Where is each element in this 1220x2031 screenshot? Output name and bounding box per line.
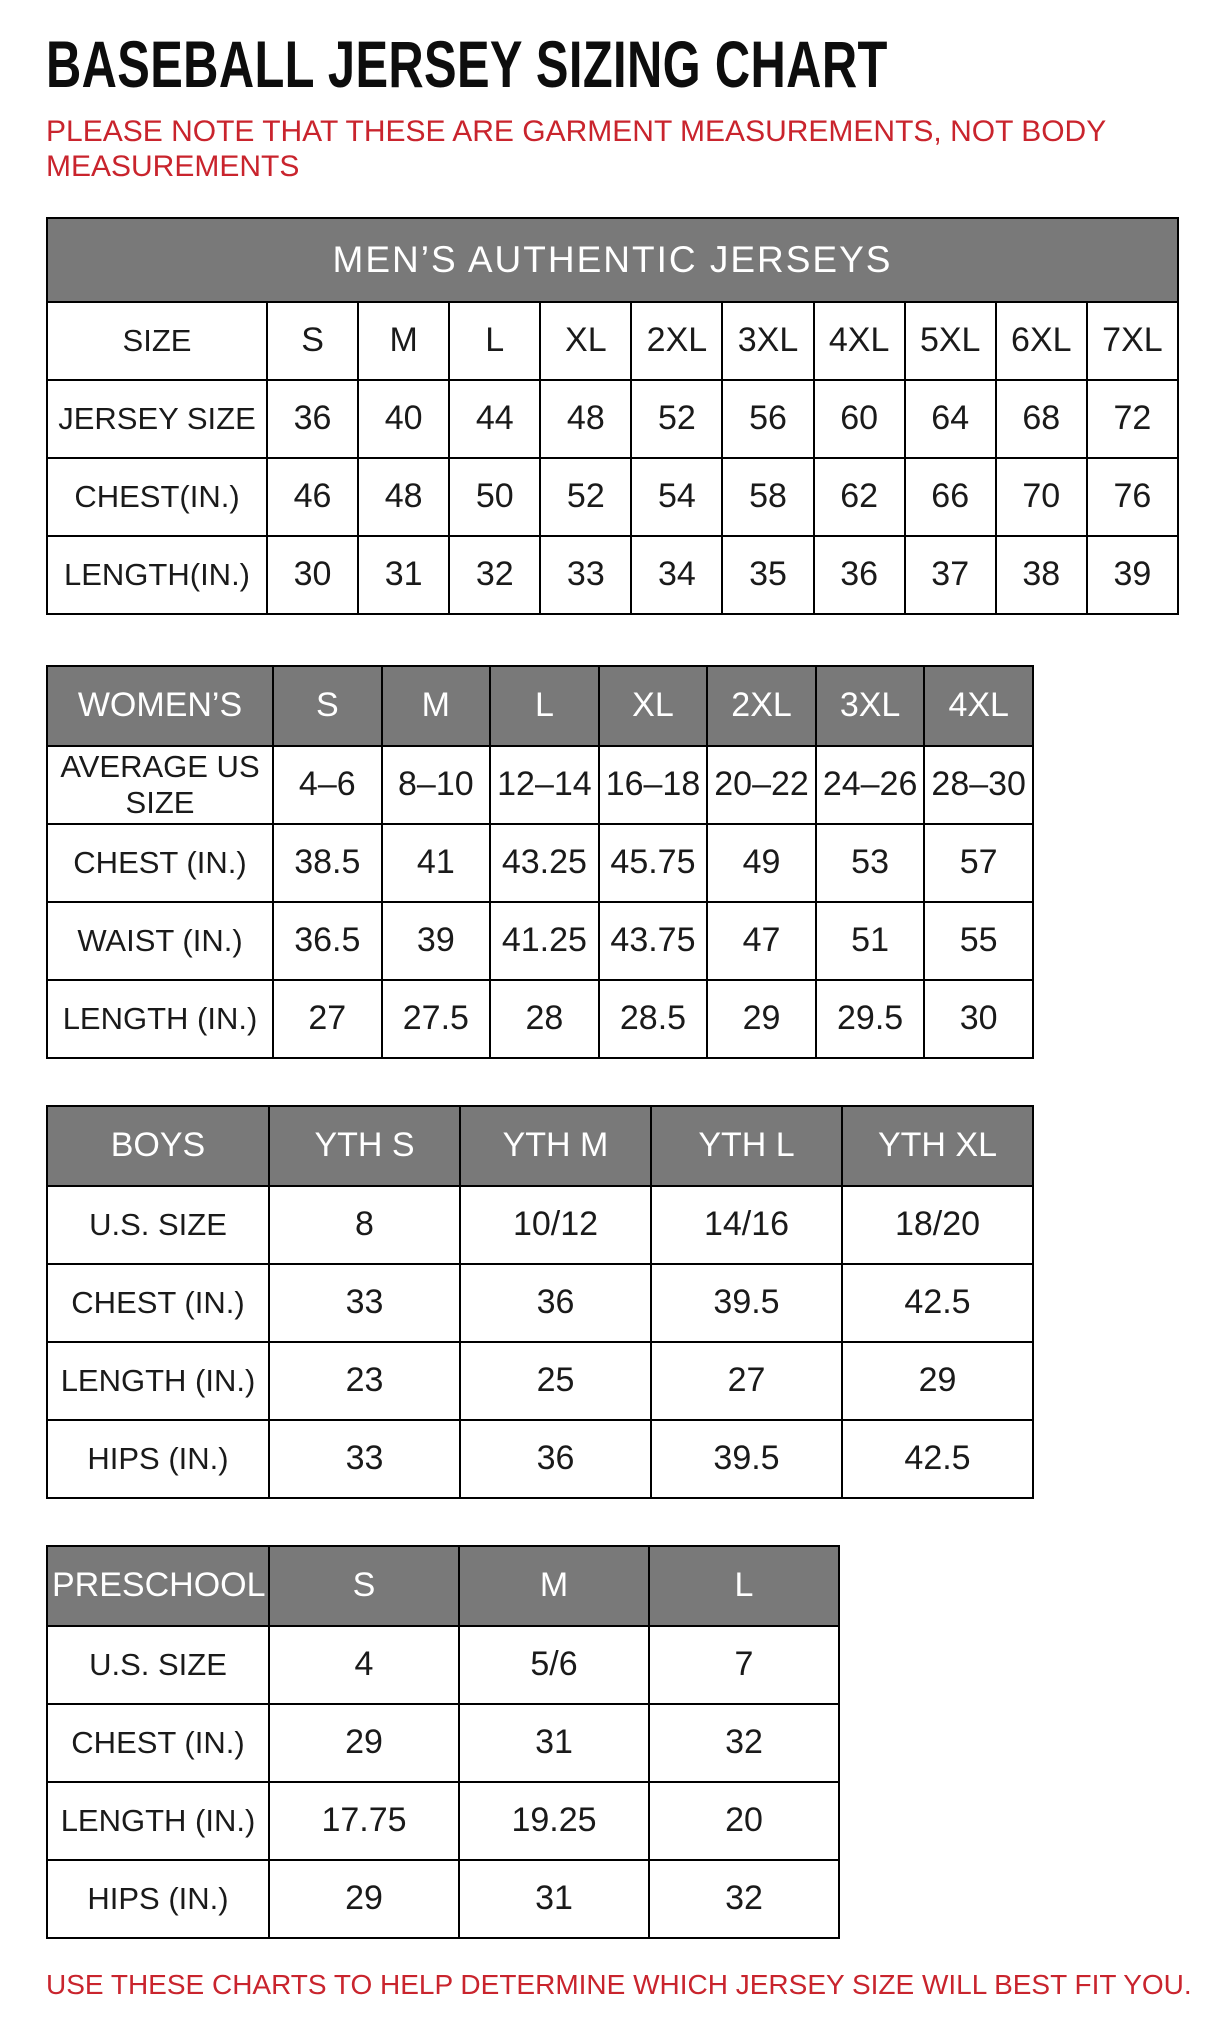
value-cell: 38.5 — [273, 824, 382, 902]
value-cell: 31 — [459, 1704, 649, 1782]
row-label-cell: SIZE — [47, 302, 267, 380]
value-cell: 37 — [905, 536, 996, 614]
table-title-row — [47, 218, 1178, 302]
table-row — [47, 746, 1033, 824]
value-cell: 32 — [449, 536, 540, 614]
table-row — [47, 1186, 1033, 1264]
womens-sizing-table — [46, 665, 1034, 1059]
value-cell: 4XL — [814, 302, 905, 380]
table-name-cell: PRESCHOOL — [47, 1546, 269, 1626]
table-name-cell: WOMEN’S — [47, 666, 273, 746]
value-cell: 64 — [905, 380, 996, 458]
value-cell: 72 — [1087, 380, 1178, 458]
value-cell: 12–14 — [490, 746, 599, 824]
value-cell: 28.5 — [599, 980, 708, 1058]
value-cell: 7XL — [1087, 302, 1178, 380]
value-cell: 19.25 — [459, 1782, 649, 1860]
row-label-cell: WAIST (IN.) — [47, 902, 273, 980]
table-row — [47, 1264, 1033, 1342]
value-cell: 45.75 — [599, 824, 708, 902]
row-label-cell: LENGTH(IN.) — [47, 536, 267, 614]
value-cell: 29.5 — [816, 980, 925, 1058]
value-cell: 8 — [269, 1186, 460, 1264]
value-cell: 60 — [814, 380, 905, 458]
value-cell: 62 — [814, 458, 905, 536]
value-cell: 33 — [269, 1420, 460, 1498]
table-row — [47, 536, 1178, 614]
table-row — [47, 824, 1033, 902]
value-cell: 36.5 — [273, 902, 382, 980]
table-row — [47, 1782, 839, 1860]
value-cell: 31 — [459, 1860, 649, 1938]
value-cell: 30 — [267, 536, 358, 614]
value-cell: 5/6 — [459, 1626, 649, 1704]
table-row — [47, 980, 1033, 1058]
value-cell: 46 — [267, 458, 358, 536]
size-header-cell: S — [269, 1546, 459, 1626]
value-cell: 70 — [996, 458, 1087, 536]
size-header-cell: M — [459, 1546, 649, 1626]
size-header-cell: XL — [599, 666, 708, 746]
value-cell: 53 — [816, 824, 925, 902]
value-cell: 68 — [996, 380, 1087, 458]
size-header-cell: YTH L — [651, 1106, 842, 1186]
row-label-cell: CHEST (IN.) — [47, 1264, 269, 1342]
value-cell: M — [358, 302, 449, 380]
value-cell: 66 — [905, 458, 996, 536]
table-row — [47, 1342, 1033, 1420]
value-cell: 39.5 — [651, 1264, 842, 1342]
value-cell: 36 — [460, 1264, 651, 1342]
row-label-cell: CHEST (IN.) — [47, 1704, 269, 1782]
value-cell: 2XL — [631, 302, 722, 380]
size-header-cell: YTH S — [269, 1106, 460, 1186]
row-label-cell: AVERAGE US SIZE — [47, 746, 273, 824]
table-header-row — [47, 1546, 839, 1626]
value-cell: 16–18 — [599, 746, 708, 824]
value-cell: 8–10 — [382, 746, 491, 824]
row-label-cell: U.S. SIZE — [47, 1186, 269, 1264]
table-row — [47, 1704, 839, 1782]
size-header-cell: L — [649, 1546, 839, 1626]
value-cell: 55 — [924, 902, 1033, 980]
value-cell: 29 — [707, 980, 816, 1058]
value-cell: 7 — [649, 1626, 839, 1704]
value-cell: 43.75 — [599, 902, 708, 980]
size-header-cell: 2XL — [707, 666, 816, 746]
value-cell: 23 — [269, 1342, 460, 1420]
value-cell: S — [267, 302, 358, 380]
mens-sizing-table — [46, 217, 1179, 615]
preschool-sizing-table — [46, 1545, 840, 1939]
size-header-cell: YTH XL — [842, 1106, 1033, 1186]
value-cell: 47 — [707, 902, 816, 980]
value-cell: 20–22 — [707, 746, 816, 824]
fit-advice-footer: USE THESE CHARTS TO HELP DETERMINE WHICH JERSEY SIZE WILL BEST FIT YOU. — [46, 1968, 1192, 2000]
row-label-cell: JERSEY SIZE — [47, 380, 267, 458]
value-cell: XL — [540, 302, 631, 380]
value-cell: 27 — [273, 980, 382, 1058]
value-cell: 5XL — [905, 302, 996, 380]
value-cell: 4 — [269, 1626, 459, 1704]
value-cell: 76 — [1087, 458, 1178, 536]
value-cell: 20 — [649, 1782, 839, 1860]
table-row — [47, 380, 1178, 458]
value-cell: 36 — [267, 380, 358, 458]
value-cell: 43.25 — [490, 824, 599, 902]
value-cell: 34 — [631, 536, 722, 614]
page-title: BASEBALL JERSEY SIZING CHART — [46, 27, 888, 101]
value-cell: 6XL — [996, 302, 1087, 380]
table-header-row — [47, 666, 1033, 746]
value-cell: 36 — [460, 1420, 651, 1498]
row-label-cell: HIPS (IN.) — [47, 1860, 269, 1938]
value-cell: 4–6 — [273, 746, 382, 824]
value-cell: 39 — [1087, 536, 1178, 614]
table-row — [47, 1626, 839, 1704]
table-row — [47, 458, 1178, 536]
value-cell: 48 — [358, 458, 449, 536]
value-cell: 29 — [269, 1704, 459, 1782]
value-cell: 29 — [269, 1860, 459, 1938]
value-cell: 17.75 — [269, 1782, 459, 1860]
size-header-cell: YTH M — [460, 1106, 651, 1186]
garment-measurements-note: PLEASE NOTE THAT THESE ARE GARMENT MEASUREMENTS, NOT BODY MEASUREMENTS — [46, 115, 1106, 184]
value-cell: 54 — [631, 458, 722, 536]
table-row — [47, 1860, 839, 1938]
value-cell: 25 — [460, 1342, 651, 1420]
value-cell: 39 — [382, 902, 491, 980]
row-label-cell: HIPS (IN.) — [47, 1420, 269, 1498]
value-cell: 3XL — [722, 302, 813, 380]
value-cell: 24–26 — [816, 746, 925, 824]
value-cell: L — [449, 302, 540, 380]
value-cell: 44 — [449, 380, 540, 458]
row-label-cell: CHEST(IN.) — [47, 458, 267, 536]
size-header-cell: S — [273, 666, 382, 746]
table-row — [47, 902, 1033, 980]
value-cell: 29 — [842, 1342, 1033, 1420]
row-label-cell: LENGTH (IN.) — [47, 1342, 269, 1420]
value-cell: 39.5 — [651, 1420, 842, 1498]
table-row — [47, 1420, 1033, 1498]
value-cell: 32 — [649, 1860, 839, 1938]
value-cell: 42.5 — [842, 1264, 1033, 1342]
row-label-cell: LENGTH (IN.) — [47, 980, 273, 1058]
value-cell: 56 — [722, 380, 813, 458]
table-row — [47, 302, 1178, 380]
size-header-cell: M — [382, 666, 491, 746]
value-cell: 41 — [382, 824, 491, 902]
value-cell: 33 — [540, 536, 631, 614]
value-cell: 52 — [540, 458, 631, 536]
value-cell: 27 — [651, 1342, 842, 1420]
boys-sizing-table — [46, 1105, 1034, 1499]
value-cell: 42.5 — [842, 1420, 1033, 1498]
value-cell: 32 — [649, 1704, 839, 1782]
row-label-cell: CHEST (IN.) — [47, 824, 273, 902]
value-cell: 57 — [924, 824, 1033, 902]
value-cell: 41.25 — [490, 902, 599, 980]
value-cell: 36 — [814, 536, 905, 614]
value-cell: 18/20 — [842, 1186, 1033, 1264]
table-header-row — [47, 1106, 1033, 1186]
value-cell: 48 — [540, 380, 631, 458]
size-header-cell: 4XL — [924, 666, 1033, 746]
value-cell: 49 — [707, 824, 816, 902]
value-cell: 35 — [722, 536, 813, 614]
value-cell: 10/12 — [460, 1186, 651, 1264]
value-cell: 58 — [722, 458, 813, 536]
size-header-cell: L — [490, 666, 599, 746]
value-cell: 33 — [269, 1264, 460, 1342]
value-cell: 14/16 — [651, 1186, 842, 1264]
value-cell: 51 — [816, 902, 925, 980]
size-header-cell: 3XL — [816, 666, 925, 746]
value-cell: 28–30 — [924, 746, 1033, 824]
value-cell: 30 — [924, 980, 1033, 1058]
row-label-cell: LENGTH (IN.) — [47, 1782, 269, 1860]
table-title: MEN’S AUTHENTIC JERSEYS — [47, 218, 1178, 302]
value-cell: 38 — [996, 536, 1087, 614]
value-cell: 50 — [449, 458, 540, 536]
value-cell: 40 — [358, 380, 449, 458]
table-name-cell: BOYS — [47, 1106, 269, 1186]
row-label-cell: U.S. SIZE — [47, 1626, 269, 1704]
value-cell: 52 — [631, 380, 722, 458]
value-cell: 27.5 — [382, 980, 491, 1058]
value-cell: 31 — [358, 536, 449, 614]
value-cell: 28 — [490, 980, 599, 1058]
